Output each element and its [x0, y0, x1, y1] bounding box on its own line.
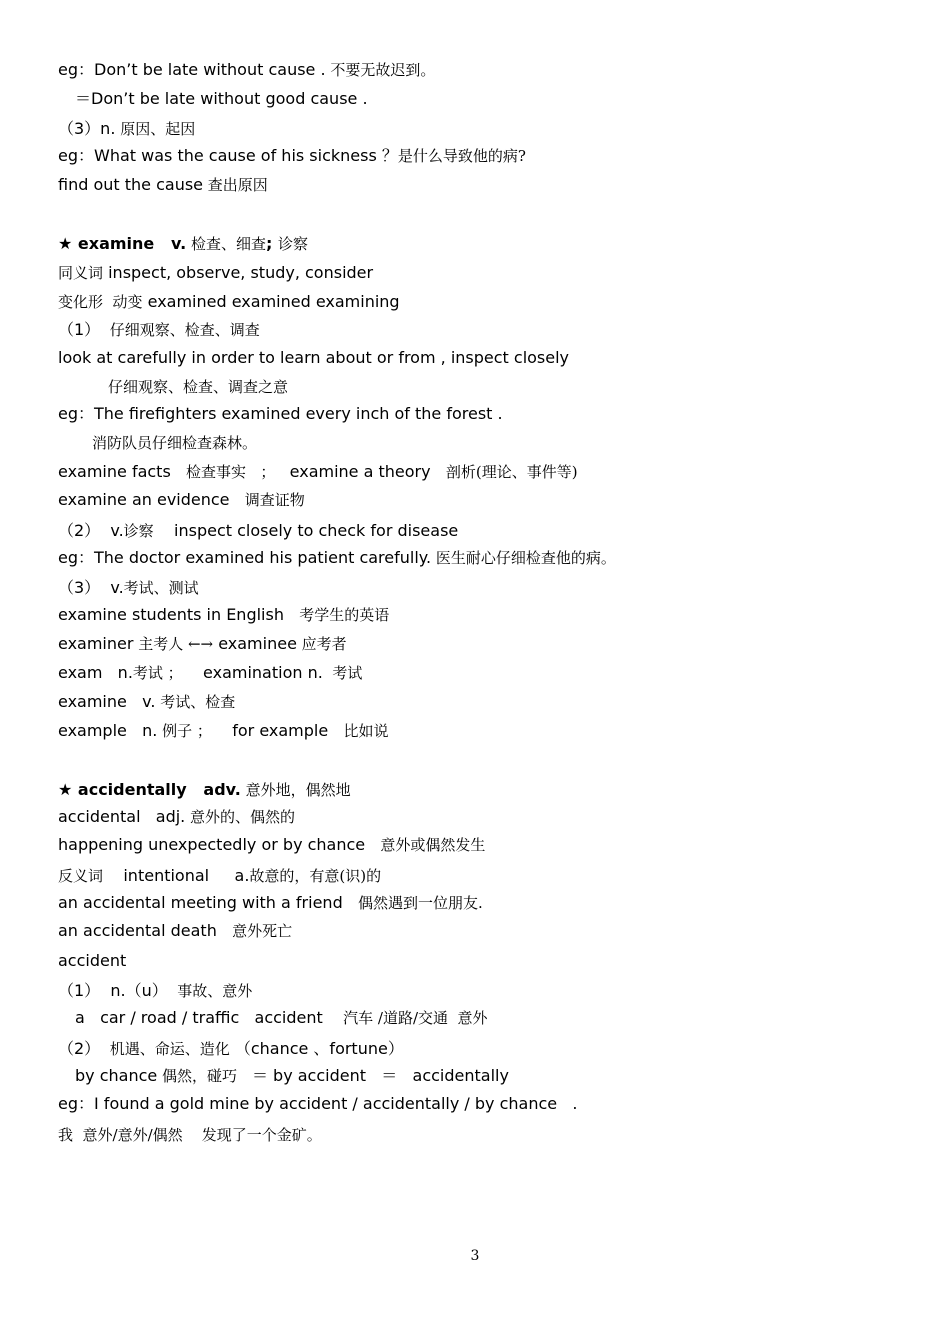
page-number: 3: [470, 1248, 480, 1264]
english-text: eg：The doctor examined his patient carefully.: [58, 548, 432, 567]
chinese-text: 检查、细查: [186, 235, 266, 253]
examine-sense-2-example: [58, 548, 616, 568]
examine-related-4: [58, 721, 388, 741]
accidental-example-2: [58, 921, 292, 941]
english-text: by chance: [75, 1066, 158, 1085]
accident-example: [58, 1094, 577, 1114]
english-text: examine facts: [58, 462, 187, 481]
chinese-text: 医生耐心仔细检查他的病。: [431, 549, 616, 567]
examine-phrases-1: [58, 462, 578, 482]
examine-sense-1-definition: [58, 348, 569, 368]
accidental-adj-line: [58, 807, 295, 827]
english-text: （3）n.: [58, 119, 116, 138]
accident-sense-1-example: [75, 1008, 488, 1028]
cause-sense-3-line: [58, 119, 195, 139]
english-text: accidental adj.: [58, 807, 186, 826]
english-text: accident: [58, 951, 127, 970]
chinese-text: 偶然遇到一位朋友.: [357, 894, 483, 912]
chinese-text: 剖析(理论、事件等): [445, 463, 578, 481]
accident-sense-2: [58, 1039, 404, 1059]
chinese-text: 考试 ；: [132, 664, 183, 682]
examine-sense-2: [58, 521, 458, 541]
english-text: （chance 、fortune）: [229, 1039, 404, 1058]
english-text: exam n.: [58, 663, 133, 682]
sense-number: （1）: [58, 320, 101, 339]
examine-sense-3-example: [58, 605, 389, 625]
accident-example-zh: [58, 1125, 322, 1145]
chinese-text: 例子 ；: [157, 722, 212, 740]
examine-sense-3: [58, 578, 199, 598]
sense-number: （2） v.: [58, 521, 124, 540]
english-text: eg：What was the cause of his sickness ？: [58, 146, 398, 165]
chinese-text: 故意的，有意(识)的: [249, 867, 382, 885]
examine-related-3: [58, 692, 235, 712]
chinese-text: 比如说: [343, 722, 389, 740]
chinese-text: 变化形 动变: [58, 293, 143, 311]
chinese-text: 机遇、命运、造化: [100, 1040, 230, 1058]
sense-number: （3） v.: [58, 578, 124, 597]
accident-synonyms: [75, 1066, 509, 1086]
examine-forms: [58, 292, 400, 312]
headword-text: ★ accidentally adv.: [58, 780, 241, 799]
chinese-text: 汽车 /道路/交通 意外: [343, 1009, 488, 1027]
chinese-text: 是什么导致他的病?: [397, 147, 526, 165]
chinese-text: 意外死亡: [232, 922, 293, 940]
chinese-text: 意外的、偶然的: [185, 808, 296, 826]
english-text: examine v.: [58, 692, 156, 711]
chinese-text: 偶然，碰巧: [157, 1067, 242, 1085]
chinese-text: 调查证物: [244, 491, 305, 509]
accidental-antonym: [58, 866, 381, 886]
chinese-text: 检查事实: [186, 463, 247, 481]
separator: ;: [265, 234, 278, 253]
english-text: eg：Don’t be late without cause .: [58, 60, 326, 79]
accident-sense-1: [58, 981, 252, 1001]
english-text: intentional a.: [103, 866, 250, 885]
english-text: ＝ by accident ＝ accidentally: [241, 1066, 509, 1085]
english-text: look at carefully in order to learn about or from , inspect closely: [58, 348, 570, 367]
chinese-text: 主考人: [133, 635, 188, 653]
chinese-text: 我 意外/意外/偶然 发现了一个金矿。: [58, 1126, 322, 1144]
english-text: eg：I found a gold mine by accident / accidentally / by chance .: [58, 1094, 578, 1113]
cause-example-2-line: [58, 146, 526, 166]
chinese-text: 诊察: [123, 522, 154, 540]
english-text: for example: [211, 721, 344, 740]
accidentally-headword: [58, 780, 351, 800]
accidental-definition: [58, 835, 485, 855]
chinese-text: 意外或偶然发生: [380, 836, 486, 854]
english-text: examine a theory: [289, 462, 446, 481]
chinese-text: 事故、意外: [167, 982, 253, 1000]
sense-number: （2）: [58, 1039, 101, 1058]
english-text: examined examined examining: [142, 292, 400, 311]
english-text: ＝Don’t be late without good cause .: [75, 89, 368, 108]
chinese-text: 意外地，偶然地: [240, 781, 351, 799]
chinese-text: 考试、检查: [155, 693, 236, 711]
examine-sense-1-definition-zh: [108, 377, 288, 397]
chinese-text: 仔细观察、检查、调查: [100, 321, 260, 339]
english-text: examine an evidence: [58, 490, 245, 509]
chinese-text: 同义词: [58, 264, 104, 282]
chinese-text: 原因、起因: [115, 120, 196, 138]
chinese-text: 消防队员仔细检查森林。: [92, 434, 258, 452]
chinese-text: 仔细观察、检查、调查之意: [108, 378, 289, 396]
chinese-text: 查出原因: [203, 176, 268, 194]
english-text: examiner: [58, 634, 134, 653]
english-text: inspect, observe, study, consider: [103, 263, 374, 282]
english-text: a car / road / traffic accident: [75, 1008, 344, 1027]
sense-number: （1） n.（u）: [58, 981, 168, 1000]
accidental-example-1: [58, 893, 483, 913]
english-text: examine students in English: [58, 605, 300, 624]
chinese-text: 应考者: [296, 635, 347, 653]
examine-synonyms: [58, 263, 373, 283]
examine-sense-1: [58, 320, 260, 340]
cause-example-line: [58, 60, 435, 80]
examine-headword: [58, 234, 308, 254]
accident-noun-line: [58, 951, 126, 971]
english-text: inspect closely to check for disease: [153, 521, 459, 540]
english-text: eg：The firefighters examined every inch of the forest .: [58, 404, 503, 423]
english-text: find out the cause: [58, 175, 204, 194]
english-text: an accidental death: [58, 921, 233, 940]
cause-phrase-line: [58, 175, 268, 195]
chinese-text: 考试: [322, 664, 363, 682]
chinese-text: 考学生的英语: [299, 606, 390, 624]
chinese-text: 反义词: [58, 867, 104, 885]
chinese-text: 诊察: [277, 235, 308, 253]
double-arrow-icon: ←→: [187, 635, 214, 653]
examine-related-1: [58, 634, 347, 654]
english-text: happening unexpectedly or by chance: [58, 835, 381, 854]
english-text: example n.: [58, 721, 158, 740]
examine-sense-1-example: [58, 404, 503, 424]
examine-sense-1-example-zh: [92, 433, 257, 453]
examine-related-2: [58, 663, 362, 683]
chinese-text: 考试、测试: [123, 579, 199, 597]
english-text: an accidental meeting with a friend: [58, 893, 358, 912]
cause-equivalent-line: [75, 89, 368, 109]
english-text: examination n.: [182, 663, 323, 682]
separator: ；: [246, 463, 290, 481]
english-text: examinee: [213, 634, 297, 653]
chinese-text: 不要无故迟到。: [325, 61, 436, 79]
examine-phrases-2: [58, 490, 305, 510]
headword-text: ★ examine v.: [58, 234, 187, 253]
